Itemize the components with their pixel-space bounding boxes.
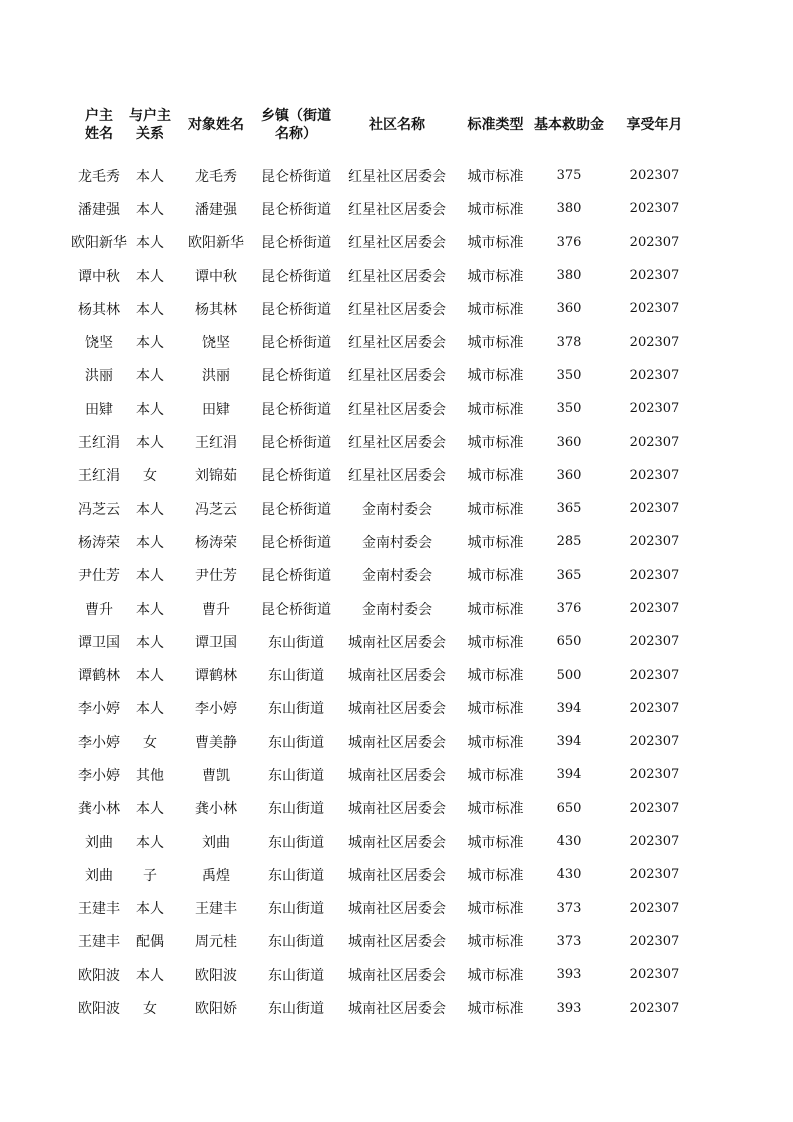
cell-household-head: 欧阳新华 [71, 235, 127, 252]
cell-relief-amount: 650 [556, 634, 582, 650]
table-row [70, 559, 700, 592]
table-row [70, 892, 700, 925]
cell-benefit-month: 202307 [629, 800, 680, 816]
table-row [70, 958, 700, 991]
cell-relief-amount: 394 [556, 700, 582, 716]
cell-recipient-name: 潘建强 [195, 201, 237, 218]
cell-recipient-name: 冯芝云 [195, 501, 237, 518]
cell-community: 城南社区居委会 [348, 701, 446, 718]
cell-community: 金南村委会 [362, 601, 432, 618]
cell-standard-type: 城市标准 [467, 634, 524, 651]
cell-household-head: 杨涛荣 [78, 534, 120, 551]
cell-recipient-name: 杨其林 [195, 301, 237, 318]
cell-relief-amount: 365 [556, 567, 582, 583]
cell-household-head: 刘曲 [85, 867, 113, 884]
table-row [70, 925, 700, 958]
cell-community: 红星社区居委会 [348, 301, 446, 318]
cell-township: 昆仑桥街道 [261, 168, 331, 185]
cell-community: 城南社区居委会 [348, 734, 446, 751]
cell-relation: 本人 [136, 634, 164, 651]
cell-recipient-name: 欧阳波 [195, 967, 237, 984]
cell-household-head: 王红涓 [78, 435, 120, 452]
cell-relief-amount: 380 [556, 201, 582, 217]
cell-relation: 女 [143, 1001, 157, 1018]
table-header-row [70, 105, 700, 145]
cell-community: 红星社区居委会 [348, 435, 446, 452]
cell-township: 东山街道 [268, 934, 324, 951]
cell-relation: 本人 [136, 534, 164, 551]
cell-community: 城南社区居委会 [348, 668, 446, 685]
cell-relation: 本人 [136, 601, 164, 618]
cell-standard-type: 城市标准 [467, 168, 524, 185]
cell-relation: 本人 [136, 301, 164, 318]
cell-relation: 本人 [136, 568, 164, 585]
cell-benefit-month: 202307 [629, 301, 680, 317]
cell-township: 昆仑桥街道 [261, 601, 331, 618]
header-spacer-row [70, 145, 700, 159]
cell-household-head: 曹升 [85, 601, 113, 618]
cell-township: 东山街道 [268, 734, 324, 751]
cell-relation: 其他 [136, 767, 164, 784]
cell-relief-amount: 350 [556, 401, 582, 417]
table-row [70, 592, 700, 625]
cell-household-head: 李小婷 [78, 734, 120, 751]
header-text-line: 户主 [85, 108, 113, 124]
cell-recipient-name: 饶坚 [202, 335, 230, 352]
cell-relief-amount: 500 [556, 667, 582, 683]
cell-benefit-month: 202307 [629, 268, 680, 284]
cell-benefit-month: 202307 [629, 334, 680, 350]
cell-relation: 本人 [136, 201, 164, 218]
cell-relation: 本人 [136, 368, 164, 385]
table-row [70, 425, 700, 458]
cell-township: 昆仑桥街道 [261, 568, 331, 585]
cell-household-head: 龙毛秀 [78, 168, 120, 185]
cell-township: 昆仑桥街道 [261, 268, 331, 285]
table-row [70, 991, 700, 1024]
cell-benefit-month: 202307 [629, 401, 680, 417]
cell-household-head: 刘曲 [85, 834, 113, 851]
cell-relation: 本人 [136, 701, 164, 718]
cell-standard-type: 城市标准 [467, 734, 524, 751]
cell-standard-type: 城市标准 [467, 301, 524, 318]
cell-household-head: 田肄 [85, 401, 113, 418]
header-standard-type [462, 105, 529, 145]
cell-relation: 本人 [136, 235, 164, 252]
table-row [70, 825, 700, 858]
cell-township: 东山街道 [268, 834, 324, 851]
cell-township: 东山街道 [268, 668, 324, 685]
cell-township: 昆仑桥街道 [261, 534, 331, 551]
cell-township: 东山街道 [268, 867, 324, 884]
header-basic-relief-amount [529, 105, 609, 145]
table-row [70, 658, 700, 691]
cell-community: 城南社区居委会 [348, 967, 446, 984]
cell-household-head: 王建丰 [78, 934, 120, 951]
cell-relation: 本人 [136, 401, 164, 418]
cell-relief-amount: 394 [556, 767, 582, 783]
cell-standard-type: 城市标准 [467, 934, 524, 951]
cell-recipient-name: 龙毛秀 [195, 168, 237, 185]
cell-recipient-name: 谭鹤林 [195, 668, 237, 685]
header-township [260, 105, 332, 145]
header-text-line: 基本救助金 [534, 117, 604, 133]
cell-community: 红星社区居委会 [348, 235, 446, 252]
cell-benefit-month: 202307 [629, 967, 680, 983]
cell-community: 红星社区居委会 [348, 335, 446, 352]
cell-community: 红星社区居委会 [348, 201, 446, 218]
cell-benefit-month: 202307 [629, 201, 680, 217]
relief-recipients-table [70, 105, 700, 1025]
table-row [70, 758, 700, 791]
cell-standard-type: 城市标准 [467, 967, 524, 984]
cell-benefit-month: 202307 [629, 234, 680, 250]
cell-relief-amount: 394 [556, 734, 582, 750]
cell-relation: 本人 [136, 501, 164, 518]
cell-community: 城南社区居委会 [348, 1001, 446, 1018]
cell-standard-type: 城市标准 [467, 1001, 524, 1018]
header-text-line: 关系 [136, 126, 164, 142]
cell-recipient-name: 李小婷 [195, 701, 237, 718]
cell-relief-amount: 376 [556, 601, 582, 616]
cell-recipient-name: 刘曲 [202, 834, 230, 851]
cell-standard-type: 城市标准 [467, 501, 524, 518]
table-row [70, 259, 700, 292]
cell-household-head: 李小婷 [78, 767, 120, 784]
cell-household-head: 李小婷 [78, 701, 120, 718]
header-text-line: 标准类型 [467, 117, 524, 133]
cell-community: 红星社区居委会 [348, 401, 446, 418]
cell-relief-amount: 430 [556, 834, 582, 850]
cell-relief-amount: 360 [556, 467, 582, 483]
table-row [70, 858, 700, 891]
cell-township: 东山街道 [268, 767, 324, 784]
cell-relation: 女 [143, 734, 157, 751]
cell-relief-amount: 393 [556, 1000, 582, 1016]
cell-household-head: 谭卫国 [78, 634, 120, 651]
cell-standard-type: 城市标准 [467, 867, 524, 884]
cell-relief-amount: 373 [556, 933, 582, 949]
cell-household-head: 龚小林 [78, 801, 120, 818]
cell-benefit-month: 202307 [629, 667, 680, 683]
cell-recipient-name: 谭中秋 [195, 268, 237, 285]
cell-relation: 本人 [136, 168, 164, 185]
table-row [70, 325, 700, 358]
cell-relief-amount: 350 [556, 367, 582, 383]
header-text-line: 享受年月 [626, 117, 683, 133]
table-row [70, 359, 700, 392]
cell-relief-amount: 378 [556, 334, 582, 350]
header-household-head-name [70, 105, 128, 145]
cell-community: 金南村委会 [362, 568, 432, 585]
spacer-cell [70, 145, 700, 159]
cell-household-head: 尹仕芳 [78, 568, 120, 585]
cell-benefit-month: 202307 [629, 900, 680, 916]
cell-recipient-name: 禹煌 [202, 867, 230, 884]
cell-standard-type: 城市标准 [467, 834, 524, 851]
cell-recipient-name: 谭卫国 [195, 634, 237, 651]
cell-benefit-month: 202307 [629, 634, 680, 650]
cell-household-head: 欧阳波 [78, 1001, 120, 1018]
cell-relation: 本人 [136, 967, 164, 984]
header-recipient-name [172, 105, 260, 145]
cell-township: 昆仑桥街道 [261, 235, 331, 252]
header-text-line: 乡镇（街道 [261, 108, 331, 124]
table-row [70, 292, 700, 325]
cell-relation: 本人 [136, 335, 164, 352]
cell-benefit-month: 202307 [629, 933, 680, 949]
table-row [70, 392, 700, 425]
cell-recipient-name: 曹凯 [202, 767, 230, 784]
header-text-line: 社区名称 [369, 117, 425, 133]
cell-benefit-month: 202307 [629, 867, 680, 883]
cell-community: 城南社区居委会 [348, 767, 446, 784]
cell-community: 城南社区居委会 [348, 801, 446, 818]
cell-benefit-month: 202307 [629, 734, 680, 750]
cell-township: 昆仑桥街道 [261, 368, 331, 385]
cell-recipient-name: 尹仕芳 [195, 568, 237, 585]
cell-recipient-name: 王建丰 [195, 901, 237, 918]
cell-community: 红星社区居委会 [348, 268, 446, 285]
cell-relief-amount: 393 [556, 967, 582, 983]
cell-relation: 本人 [136, 435, 164, 452]
cell-benefit-month: 202307 [629, 601, 680, 616]
cell-benefit-month: 202307 [629, 168, 680, 184]
cell-recipient-name: 田肄 [202, 401, 230, 418]
table-row [70, 692, 700, 725]
table-row [70, 192, 700, 225]
cell-standard-type: 城市标准 [467, 767, 524, 784]
cell-community: 红星社区居委会 [348, 468, 446, 485]
header-text-line: 名称） [275, 126, 317, 142]
cell-township: 东山街道 [268, 801, 324, 818]
cell-recipient-name: 曹美静 [195, 734, 237, 751]
cell-community: 金南村委会 [362, 501, 432, 518]
cell-standard-type: 城市标准 [467, 901, 524, 918]
cell-township: 东山街道 [268, 901, 324, 918]
table-row [70, 492, 700, 525]
cell-township: 昆仑桥街道 [261, 501, 331, 518]
table-row [70, 725, 700, 758]
header-relation-to-head [128, 105, 172, 145]
cell-standard-type: 城市标准 [467, 401, 524, 418]
cell-relation: 配偶 [136, 934, 164, 951]
cell-relation: 本人 [136, 268, 164, 285]
cell-relief-amount: 373 [556, 900, 582, 916]
cell-relief-amount: 380 [556, 268, 582, 284]
cell-relief-amount: 375 [556, 168, 582, 184]
table-row [70, 226, 700, 259]
cell-recipient-name: 周元桂 [195, 934, 237, 951]
cell-benefit-month: 202307 [629, 700, 680, 716]
cell-standard-type: 城市标准 [467, 235, 524, 252]
cell-relation: 本人 [136, 801, 164, 818]
cell-community: 红星社区居委会 [348, 368, 446, 385]
cell-benefit-month: 202307 [629, 834, 680, 850]
header-community-name [332, 105, 462, 145]
header-text-line: 对象姓名 [188, 117, 244, 133]
cell-household-head: 王建丰 [78, 901, 120, 918]
cell-standard-type: 城市标准 [467, 801, 524, 818]
cell-benefit-month: 202307 [629, 367, 680, 383]
cell-recipient-name: 曹升 [202, 601, 230, 618]
cell-relation: 本人 [136, 834, 164, 851]
cell-household-head: 洪丽 [85, 368, 113, 385]
cell-recipient-name: 杨涛荣 [195, 534, 237, 551]
cell-standard-type: 城市标准 [467, 268, 524, 285]
cell-benefit-month: 202307 [629, 567, 680, 583]
cell-relief-amount: 360 [556, 434, 582, 450]
cell-standard-type: 城市标准 [467, 335, 524, 352]
cell-relation: 子 [143, 867, 157, 884]
cell-community: 城南社区居委会 [348, 834, 446, 851]
cell-recipient-name: 王红涓 [195, 435, 237, 452]
cell-standard-type: 城市标准 [467, 701, 524, 718]
table-row [70, 525, 700, 558]
cell-household-head: 谭中秋 [78, 268, 120, 285]
header-benefit-month [609, 105, 700, 145]
cell-recipient-name: 刘锦茹 [195, 468, 237, 485]
cell-relation: 本人 [136, 901, 164, 918]
cell-standard-type: 城市标准 [467, 368, 524, 385]
cell-relief-amount: 650 [556, 800, 582, 816]
table-row [70, 159, 700, 192]
table-body [70, 145, 700, 1025]
table-row [70, 792, 700, 825]
cell-standard-type: 城市标准 [467, 568, 524, 585]
cell-household-head: 欧阳波 [78, 967, 120, 984]
cell-benefit-month: 202307 [629, 767, 680, 783]
cell-relation: 本人 [136, 668, 164, 685]
cell-household-head: 潘建强 [78, 201, 120, 218]
cell-township: 昆仑桥街道 [261, 468, 331, 485]
cell-household-head: 饶坚 [85, 335, 113, 352]
cell-benefit-month: 202307 [629, 434, 680, 450]
cell-township: 东山街道 [268, 701, 324, 718]
cell-standard-type: 城市标准 [467, 468, 524, 485]
cell-relation: 女 [143, 468, 157, 485]
cell-township: 昆仑桥街道 [261, 435, 331, 452]
cell-recipient-name: 欧阳娇 [195, 1001, 237, 1018]
cell-benefit-month: 202307 [629, 467, 680, 483]
cell-community: 红星社区居委会 [348, 168, 446, 185]
cell-relief-amount: 376 [556, 234, 582, 250]
cell-community: 城南社区居委会 [348, 934, 446, 951]
document-page [70, 105, 700, 1025]
cell-township: 昆仑桥街道 [261, 401, 331, 418]
cell-household-head: 杨其林 [78, 301, 120, 318]
cell-community: 金南村委会 [362, 534, 432, 551]
cell-standard-type: 城市标准 [467, 534, 524, 551]
cell-standard-type: 城市标准 [467, 201, 524, 218]
cell-community: 城南社区居委会 [348, 901, 446, 918]
cell-standard-type: 城市标准 [467, 435, 524, 452]
header-text-line: 与户主 [129, 108, 171, 124]
cell-standard-type: 城市标准 [467, 668, 524, 685]
cell-township: 东山街道 [268, 1001, 324, 1018]
cell-benefit-month: 202307 [629, 1000, 680, 1016]
cell-household-head: 谭鹤林 [78, 668, 120, 685]
cell-township: 昆仑桥街道 [261, 201, 331, 218]
cell-relief-amount: 365 [556, 501, 582, 517]
header-text-line: 姓名 [85, 126, 113, 142]
cell-household-head: 王红涓 [78, 468, 120, 485]
cell-relief-amount: 360 [556, 301, 582, 317]
cell-recipient-name: 龚小林 [195, 801, 237, 818]
cell-township: 昆仑桥街道 [261, 301, 331, 318]
cell-standard-type: 城市标准 [467, 601, 524, 618]
table-row [70, 459, 700, 492]
cell-township: 东山街道 [268, 634, 324, 651]
cell-recipient-name: 洪丽 [202, 368, 230, 385]
cell-community: 城南社区居委会 [348, 634, 446, 651]
cell-township: 东山街道 [268, 967, 324, 984]
cell-relief-amount: 430 [556, 867, 582, 883]
cell-benefit-month: 202307 [629, 501, 680, 517]
cell-benefit-month: 202307 [629, 534, 680, 550]
cell-township: 昆仑桥街道 [261, 335, 331, 352]
cell-recipient-name: 欧阳新华 [188, 235, 244, 252]
cell-household-head: 冯芝云 [78, 501, 120, 518]
table-row [70, 625, 700, 658]
cell-community: 城南社区居委会 [348, 867, 446, 884]
cell-relief-amount: 285 [556, 534, 582, 550]
